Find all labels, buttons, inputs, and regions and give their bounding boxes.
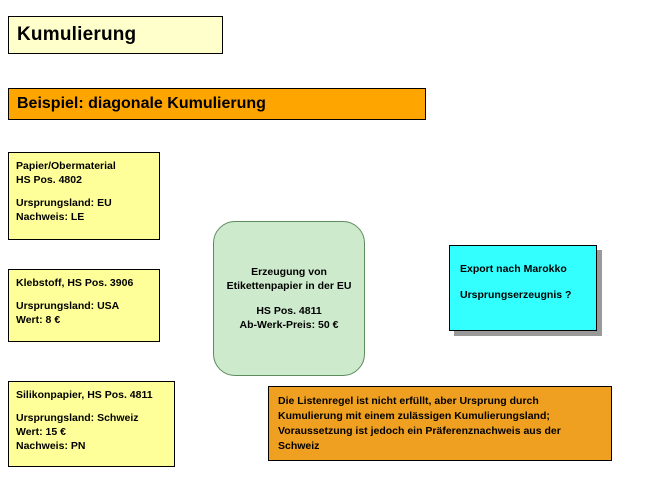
page-title: Kumulierung — [17, 24, 137, 45]
material-silicone-line1: Silikonpapier, HS Pos. 4811 — [16, 389, 153, 401]
material-paper-line3: Ursprungsland: EU — [16, 197, 112, 209]
process-line1: Erzeugung von — [251, 266, 327, 278]
process-line2: Etikettenpapier in der EU — [226, 280, 352, 292]
material-silicone-line3: Wert: 15 € — [16, 426, 66, 438]
process-line3: HS Pos. 4811 — [256, 305, 322, 317]
process-line4: Ab-Werk-Preis: 50 € — [239, 319, 339, 331]
spacer — [16, 187, 152, 196]
material-paper-line2: HS Pos. 4802 — [16, 174, 82, 186]
material-adhesive-line1: Klebstoff, HS Pos. 3906 — [16, 277, 134, 289]
export-line2: Ursprungserzeugnis ? — [460, 289, 572, 301]
export-line1: Export nach Marokko — [460, 263, 567, 275]
material-adhesive-line2: Ursprungsland: USA — [16, 300, 120, 312]
spacer — [16, 290, 152, 299]
spacer — [460, 276, 586, 288]
material-box-adhesive — [8, 269, 160, 342]
material-box-paper — [8, 152, 160, 240]
material-paper-line1: Papier/Obermaterial — [16, 160, 116, 172]
note-box-rule-explanation: Die Listenregel ist nicht erfüllt, aber Ursprung durch Kumulierung mit einem zulässigen Kumulierungsland; Voraussetzung ist jedoch ein Präferenznachweis aus der Schweiz — [268, 386, 612, 461]
material-box-silicone-paper — [8, 381, 175, 467]
spacer — [16, 402, 167, 411]
material-paper-line4: Nachweis: LE — [16, 211, 85, 223]
export-box-morocco — [449, 245, 597, 331]
subtitle-text: Beispiel: diagonale Kumulierung — [17, 95, 266, 112]
material-adhesive-line3: Wert: 8 € — [16, 314, 61, 326]
slide-subtitle-box — [8, 88, 426, 120]
material-silicone-line4: Nachweis: PN — [16, 440, 86, 452]
process-box-production — [213, 221, 365, 376]
material-silicone-line2: Ursprungsland: Schweiz — [16, 412, 139, 424]
slide-title-box — [8, 16, 223, 54]
